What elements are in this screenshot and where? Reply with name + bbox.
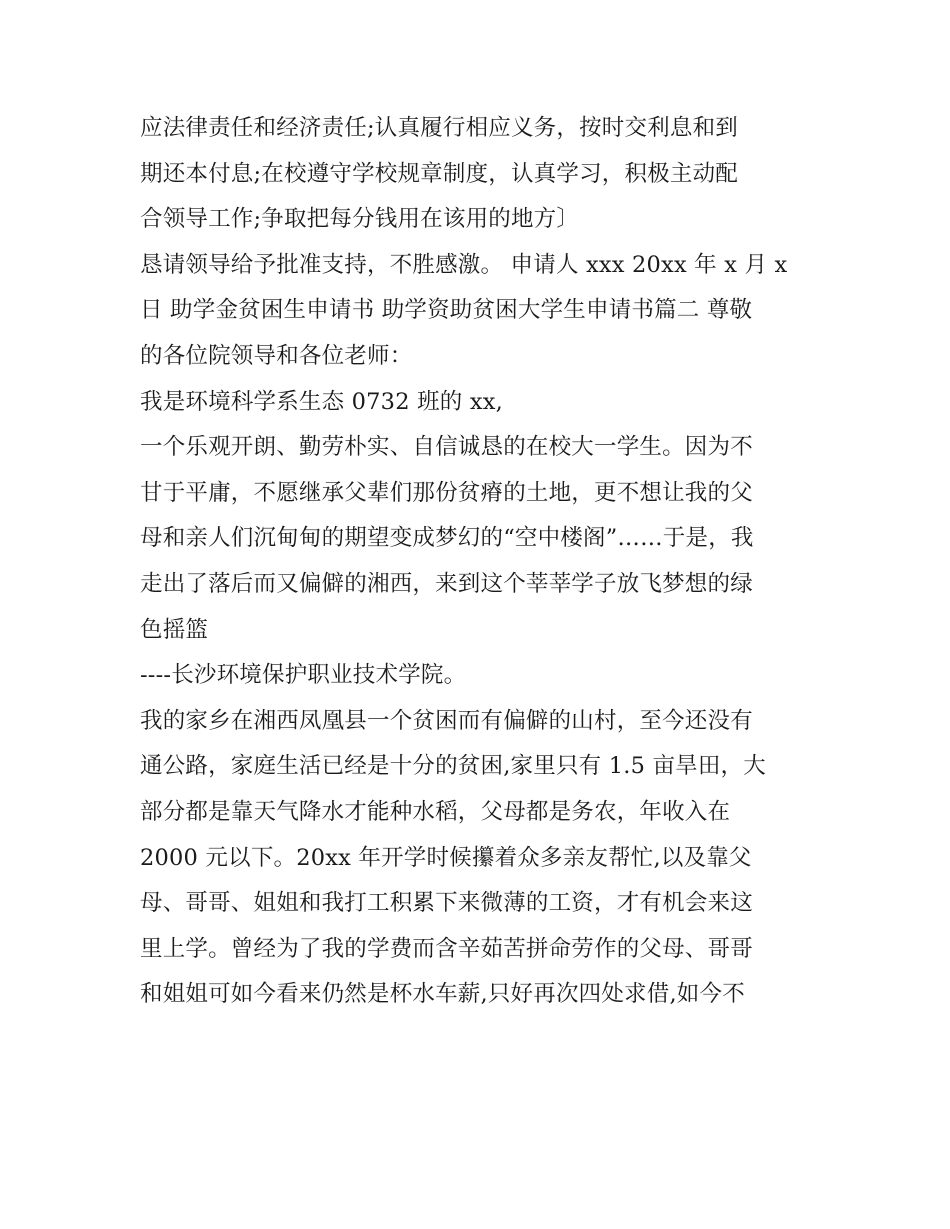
- document-body: [140, 106, 820, 1018]
- text-line: 我的家乡在湘西凤凰县一个贫困而有偏僻的山村，至今还没有: [140, 707, 753, 734]
- text-line: 和姐姐可如今看来仍然是杯水车薪,只好再次四处求借,如今不: [140, 981, 745, 1008]
- text-line: 甘于平庸，不愿继承父辈们那份贫瘠的土地，更不想让我的父: [140, 479, 753, 506]
- text-line: 一个乐观开朗、勤劳朴实、自信诚恳的在校大一学生。因为不: [140, 434, 753, 461]
- text-line: 走出了落后而又偏僻的湘西，来到这个莘莘学子放飞梦想的绿: [140, 570, 753, 597]
- text-line: 2000 元以下。20xx 年开学时候攥着众多亲友帮忙,以及靠父: [140, 844, 752, 871]
- text-line: 恳请领导给予批准支持，不胜感激。 申请人 xxx 20xx 年 x 月 x: [140, 251, 788, 278]
- text-line: 里上学。曾经为了我的学费而含辛茹苦拼命劳作的父母、哥哥: [140, 935, 753, 962]
- text-line: 的各位院领导和各位老师：: [140, 342, 413, 369]
- text-line: 通公路，家庭生活已经是十分的贫困,家里只有 1.5 亩旱田，大: [140, 753, 766, 780]
- text-line: 应法律责任和经济责任;认真履行相应义务，按时交利息和到: [140, 115, 738, 141]
- text-line: 母、哥哥、姐姐和我打工积累下来微薄的工资，才有机会来这: [140, 890, 753, 917]
- text-line: 色摇篮: [140, 616, 209, 643]
- text-line: 日 助学金贫困生申请书 助学资助贫困大学生申请书篇二 尊敬: [140, 297, 753, 324]
- text-line: 部分都是靠天气降水才能种水稻，父母都是务农，年收入在: [140, 798, 731, 825]
- text-line: ----长沙环境保护职业技术学院。: [140, 662, 467, 689]
- text-line: 期还本付息;在校遵守学校规章制度，认真学习，积极主动配: [140, 160, 738, 187]
- text-line: 我是环境科学系生态 0732 班的 xx,: [140, 388, 503, 415]
- text-line: 合领导工作;争取把每分钱用在该用的地方〕: [140, 206, 580, 233]
- text-line: 母和亲人们沉甸甸的期望变成梦幻的“空中楼阁”……于是，我: [140, 525, 754, 552]
